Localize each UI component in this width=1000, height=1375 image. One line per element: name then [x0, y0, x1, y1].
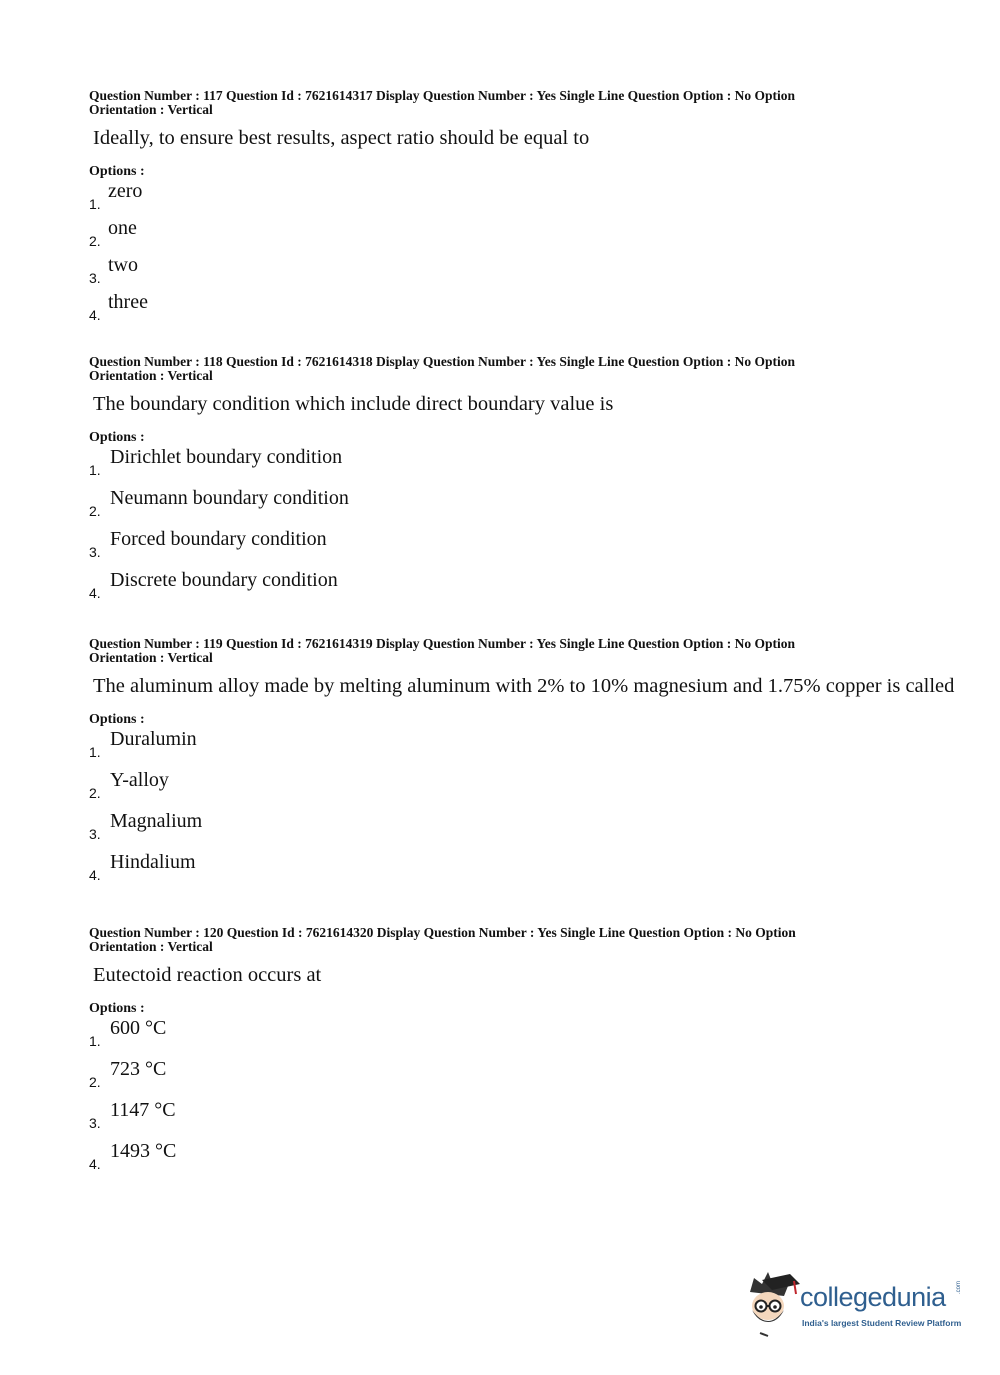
option-3[interactable]: 3. two	[89, 254, 138, 286]
question-text: The boundary condition which include direct boundary value is	[93, 393, 614, 415]
question-meta: Question Number : 120 Question Id : 7621614320 Display Question Number : Yes Single Line Question Option : No Option Orientation : Vertical	[89, 925, 796, 954]
options-label: Options :	[89, 712, 145, 727]
options-label: Options :	[89, 430, 145, 445]
question-text: Eutectoid reaction occurs at	[93, 964, 322, 986]
question-text: The aluminum alloy made by melting aluminum with 2% to 10% magnesium and 1.75% copper is called	[93, 675, 955, 697]
options-label: Options :	[89, 164, 145, 179]
question-117	[89, 89, 919, 328]
question-meta: Question Number : 118 Question Id : 7621614318 Display Question Number : Yes Single Line Question Option : No Option Orientation : Vertical	[89, 354, 795, 383]
question-118	[89, 355, 919, 610]
option-2[interactable]: 2. 723 °C	[89, 1058, 167, 1090]
options-label: Options :	[89, 1001, 145, 1016]
option-4[interactable]: 4. Discrete boundary condition	[89, 569, 338, 601]
option-3[interactable]: 3. Magnalium	[89, 810, 203, 842]
option-4[interactable]: 4. 1493 °C	[89, 1140, 177, 1172]
option-2[interactable]: 2. one	[89, 217, 137, 249]
option-3[interactable]: 3. 1147 °C	[89, 1099, 176, 1131]
option-1[interactable]: 1. Dirichlet boundary condition	[89, 446, 343, 478]
mascot-icon	[742, 1270, 802, 1338]
collegedunia-logo	[742, 1270, 972, 1340]
question-119	[89, 636, 955, 892]
option-3[interactable]: 3. Forced boundary condition	[89, 528, 327, 560]
option-4[interactable]: 4. three	[89, 291, 148, 323]
logo-wordmark: collegedunia	[800, 1282, 946, 1312]
question-meta: Question Number : 117 Question Id : 7621614317 Display Question Number : Yes Single Line Question Option : No Option Orientation : Vertical	[89, 88, 795, 117]
option-1[interactable]: 1. 600 °C	[89, 1017, 167, 1049]
option-2[interactable]: 2. Y-alloy	[89, 769, 169, 801]
option-4[interactable]: 4. Hindalium	[89, 851, 196, 883]
option-2[interactable]: 2. Neumann boundary condition	[89, 487, 349, 519]
option-1[interactable]: 1. Duralumin	[89, 728, 197, 760]
question-120	[89, 926, 919, 1181]
option-1[interactable]: 1. zero	[89, 180, 143, 212]
question-text: Ideally, to ensure best results, aspect ratio should be equal to	[93, 127, 590, 149]
logo-tagline: India's largest Student Review Platform	[802, 1318, 962, 1328]
logo-suffix: .com	[956, 1280, 962, 1294]
question-meta: Question Number : 119 Question Id : 7621614319 Display Question Number : Yes Single Line Question Option : No Option Orientation : Vertical	[89, 636, 795, 665]
